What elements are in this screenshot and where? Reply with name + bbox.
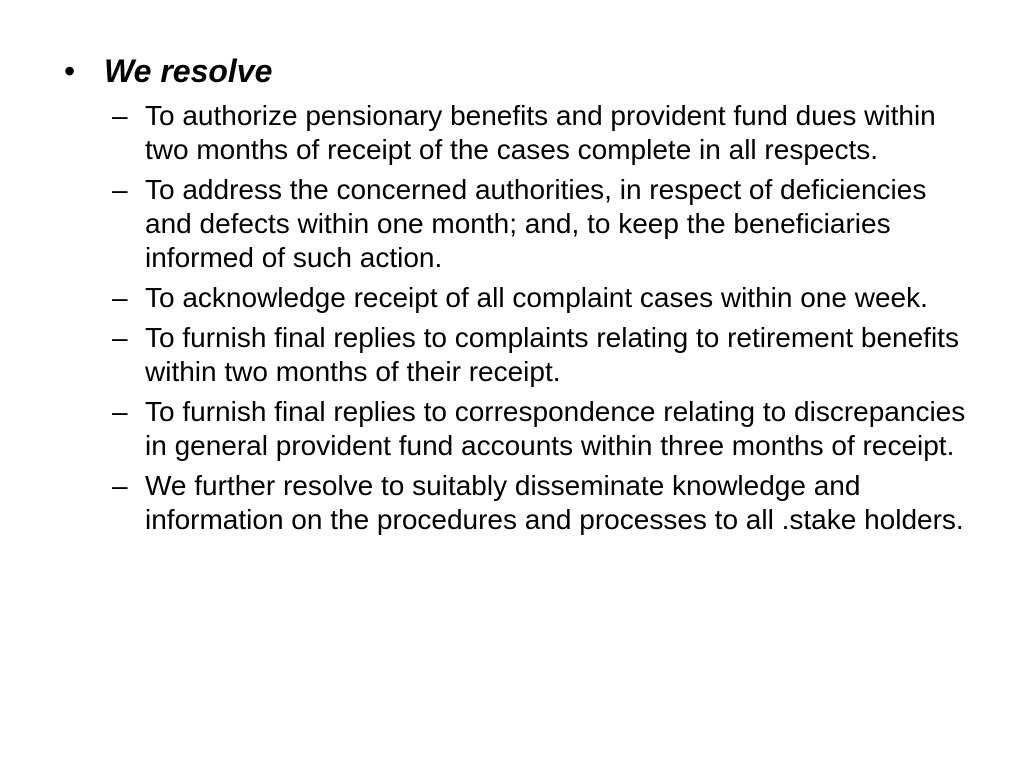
slide-heading: We resolve (104, 53, 273, 89)
heading-row (64, 52, 272, 90)
dash-symbol: – (112, 396, 128, 427)
list-item (112, 469, 972, 537)
bullet-symbol: • (64, 53, 76, 89)
list-item-text: To furnish final replies to complaints relating to retirement benefits within two months of their receipt. (145, 322, 959, 387)
list-item (112, 281, 972, 315)
dash-symbol: – (112, 174, 128, 205)
list-item (112, 395, 972, 463)
dash-symbol: – (112, 322, 128, 353)
list-item (112, 99, 972, 167)
list-item-text: To furnish final replies to correspondence relating to discrepancies in general provident fund accounts within three months of receipt. (145, 396, 966, 461)
list-item (112, 173, 972, 275)
list-item-text: To acknowledge receipt of all complaint cases within one week. (145, 282, 928, 313)
list-item-text: To authorize pensionary benefits and provident fund dues within two months of receipt of the cases complete in all respects. (145, 100, 936, 165)
list-item-text: We further resolve to suitably disseminate knowledge and information on the procedures and processes to all .stake holders. (145, 470, 964, 535)
dash-symbol: – (112, 100, 128, 131)
resolution-list (112, 99, 972, 543)
dash-symbol: – (112, 282, 128, 313)
dash-symbol: – (112, 470, 128, 501)
list-item-text: To address the concerned authorities, in respect of deficiencies and defects within one month; and, to keep the beneficiaries informed of such action. (145, 174, 927, 273)
list-item (112, 321, 972, 389)
